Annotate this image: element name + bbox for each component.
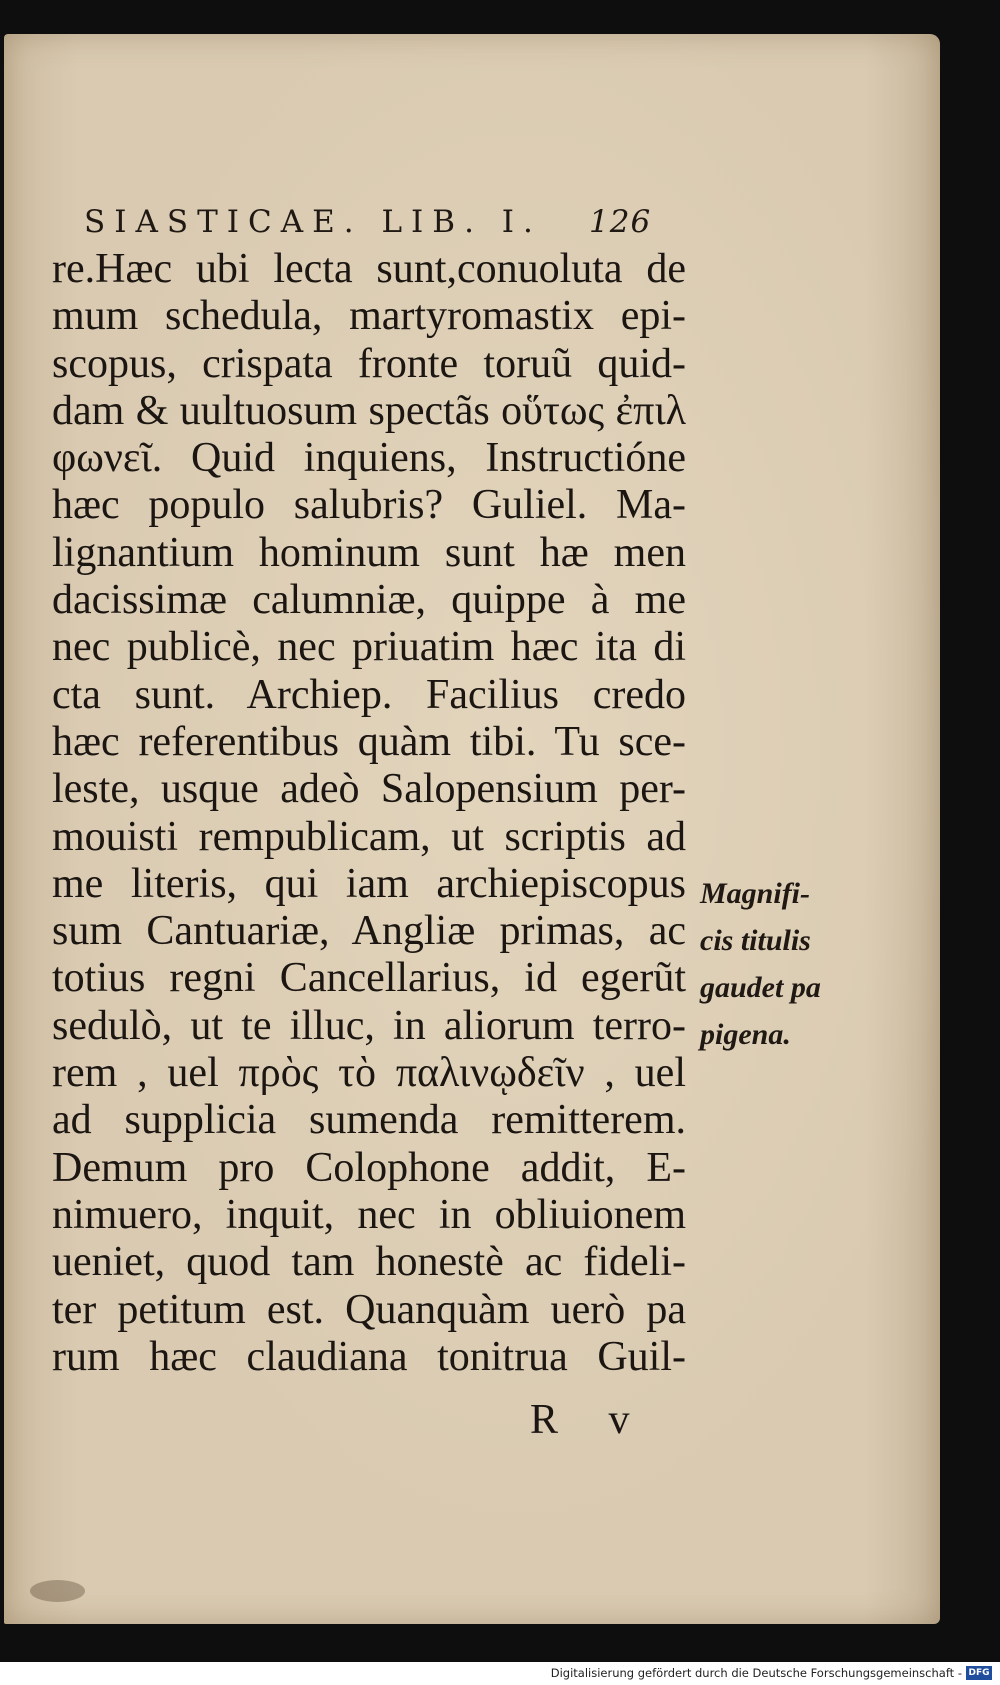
book-page bbox=[4, 34, 940, 1624]
dfg-logo-icon: DFG bbox=[966, 1666, 992, 1680]
text-line: mouisti rempublicam, ut scriptis ad bbox=[52, 813, 686, 860]
text-line: me literis, qui iam archiepiscopus bbox=[52, 860, 686, 907]
text-line: scopus, crispata fronte toruũ quid- bbox=[52, 340, 686, 387]
text-line: ad supplicia sumenda remitterem. bbox=[52, 1097, 686, 1144]
text-line: totius regni Cancellarius, id egerũt bbox=[52, 955, 686, 1002]
text-line: ueniet, quod tam honestè ac fideli- bbox=[52, 1239, 686, 1286]
digitization-footer bbox=[0, 1662, 1000, 1685]
signature-catchword: R v bbox=[530, 1397, 630, 1443]
marginal-note-line: gaudet pa bbox=[700, 971, 821, 1004]
folio-number: 126 bbox=[589, 204, 652, 240]
text-line: re.Hæc ubi lecta sunt,conuoluta de bbox=[52, 246, 686, 292]
text-line: Demum pro Colophone addit, E- bbox=[52, 1144, 686, 1191]
marginal-note-line: Magnifi- bbox=[700, 877, 811, 910]
body-text bbox=[52, 246, 692, 1381]
marginal-note-line: pigena. bbox=[700, 1018, 791, 1051]
text-line: ter petitum est. Quanquàm uerò pa bbox=[52, 1286, 686, 1333]
funding-credit: Digitalisierung gefördert durch die Deutsche Forschungsgemeinschaft - bbox=[550, 1666, 962, 1680]
text-line: dacissimæ calumniæ, quippe à me bbox=[52, 577, 686, 624]
running-head bbox=[84, 204, 652, 240]
text-line: rem , uel πρὸς τὸ παλινῳδεῖν , uel bbox=[52, 1050, 686, 1097]
text-line: lignantium hominum sunt hæ men bbox=[52, 529, 686, 576]
text-line: hæc referentibus quàm tibi. Tu sce- bbox=[52, 718, 686, 765]
page-stain bbox=[30, 1580, 85, 1602]
text-line: nec publicè, nec priuatim hæc ita di bbox=[52, 624, 686, 671]
text-line: rum hæc claudiana tonitrua Guil- bbox=[52, 1333, 686, 1380]
text-line: leste, usque adeò Salopensium per- bbox=[52, 766, 686, 813]
text-line: sedulò, ut te illuc, in aliorum terro- bbox=[52, 1002, 686, 1049]
running-head-title: SIASTICAE. LIB. I. bbox=[84, 204, 542, 240]
text-line: dam & uultuosum spectãs οὕτως ἐπιλ bbox=[52, 387, 686, 434]
text-line: mum schedula, martyromastix epi- bbox=[52, 293, 686, 340]
text-line: φωνεῖ. Quid inquiens, Instructióne bbox=[52, 435, 686, 482]
marginal-note bbox=[700, 870, 821, 1058]
marginal-note-line: cis titulis bbox=[700, 924, 811, 957]
text-line: nimuero, inquit, nec in obliuionem bbox=[52, 1191, 686, 1238]
text-line: cta sunt. Archiep. Facilius credo bbox=[52, 671, 686, 718]
text-line: hæc populo salubris? Guliel. Ma- bbox=[52, 482, 686, 529]
text-line: sum Cantuariæ, Angliæ primas, ac bbox=[52, 908, 686, 955]
